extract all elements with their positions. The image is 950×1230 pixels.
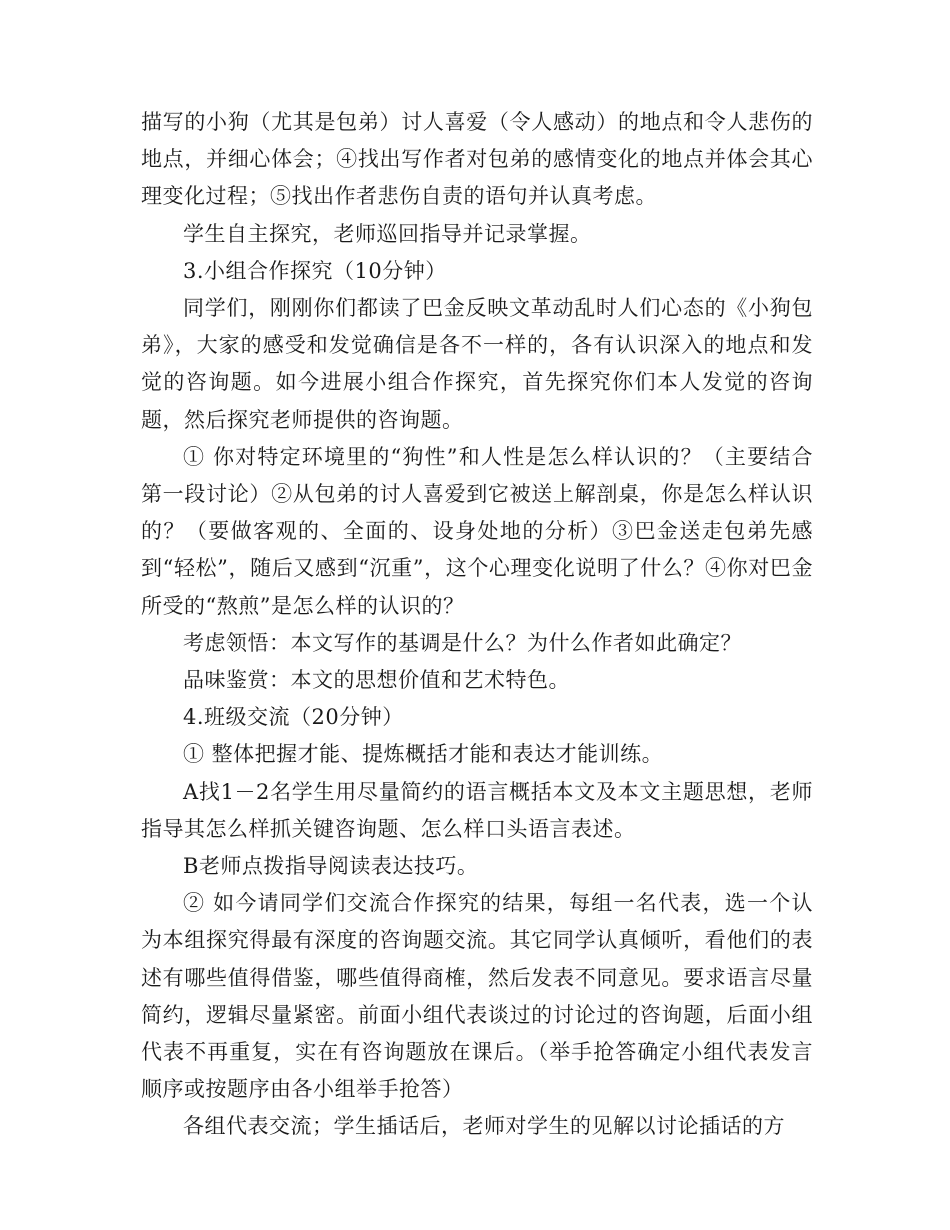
document-body (141, 104, 813, 1146)
paragraph-group-intro: 同学们，刚刚你们都读了巴金反映文革动乱时人们心态的《小狗包弟》，大家的感受和发觉确信是各不一样的，各有认识深入的地点和发觉的咨询题。如今进展小组合作探究，首先探究你们本人发觉的咨询题，然后探究老师提供的咨询题。 (141, 296, 813, 432)
paragraph-representatives: 各组代表交流；学生插话后，老师对学生的见解以讨论插话的方 (183, 1114, 785, 1139)
section-heading-group-study: 3.小组合作探究（10分钟） (183, 258, 447, 283)
paragraph-ability-training: ① 整体把握才能、提炼概括才能和表达才能训练。 (183, 742, 664, 767)
section-heading-class-exchange: 4.班级交流（20分钟） (183, 705, 404, 730)
paragraph-self-study: 学生自主探究，老师巡回指导并记录掌握。 (183, 221, 592, 246)
paragraph-appreciation: 品味鉴赏：本文的思想价值和艺术特色。 (183, 668, 570, 693)
paragraph-exchange-results: ② 如今请同学们交流合作探究的结果，每组一名代表，选一个认为本组探究得最有深度的咨询题交流。其它同学认真倾听，看他们的表述有哪些值得借鉴，哪些值得商榷，然后发表不同意见。要求语言尽量简约，逻辑尽量紧密。前面小组代表谈过的讨论过的咨询题，后面小组代表不再重复，实在有咨询题放在课后。（举手抢答确定小组代表发言顺序或按题序由各小组举手抢答） (141, 891, 813, 1102)
paragraph-questions: ① 你对特定环境里的“狗性”和人性是怎么样认识的？（主要结合第一段讨论）②从包弟的讨人喜爱到它被送上解剖桌，你是怎么样认识的？（要做客观的、全面的、设身处地的分析）③巴金送走包弟先感到“轻松”，随后又感到“沉重”，这个心理变化说明了什么？④你对巴金所受的“熬煎”是怎么样的认识的？ (141, 444, 813, 618)
paragraph-reading-tasks: 描写的小狗（尤其是包弟）讨人喜爱（令人感动）的地点和令人悲伤的地点，并细心体会；④找出写作者对包弟的感情变化的地点并体会其心理变化过程；⑤找出作者悲伤自责的语句并认真考虑。 (141, 110, 813, 209)
paragraph-item-a: A找1－2名学生用尽量简约的语言概括本文及本文主题思想，老师指导其怎么样抓关键咨询题、怎么样口头语言表述。 (141, 779, 813, 841)
paragraph-item-b: B老师点拨指导阅读表达技巧。 (183, 854, 479, 879)
paragraph-reflection: 考虑领悟：本文写作的基调是什么？为什么作者如此确定？ (183, 630, 742, 655)
